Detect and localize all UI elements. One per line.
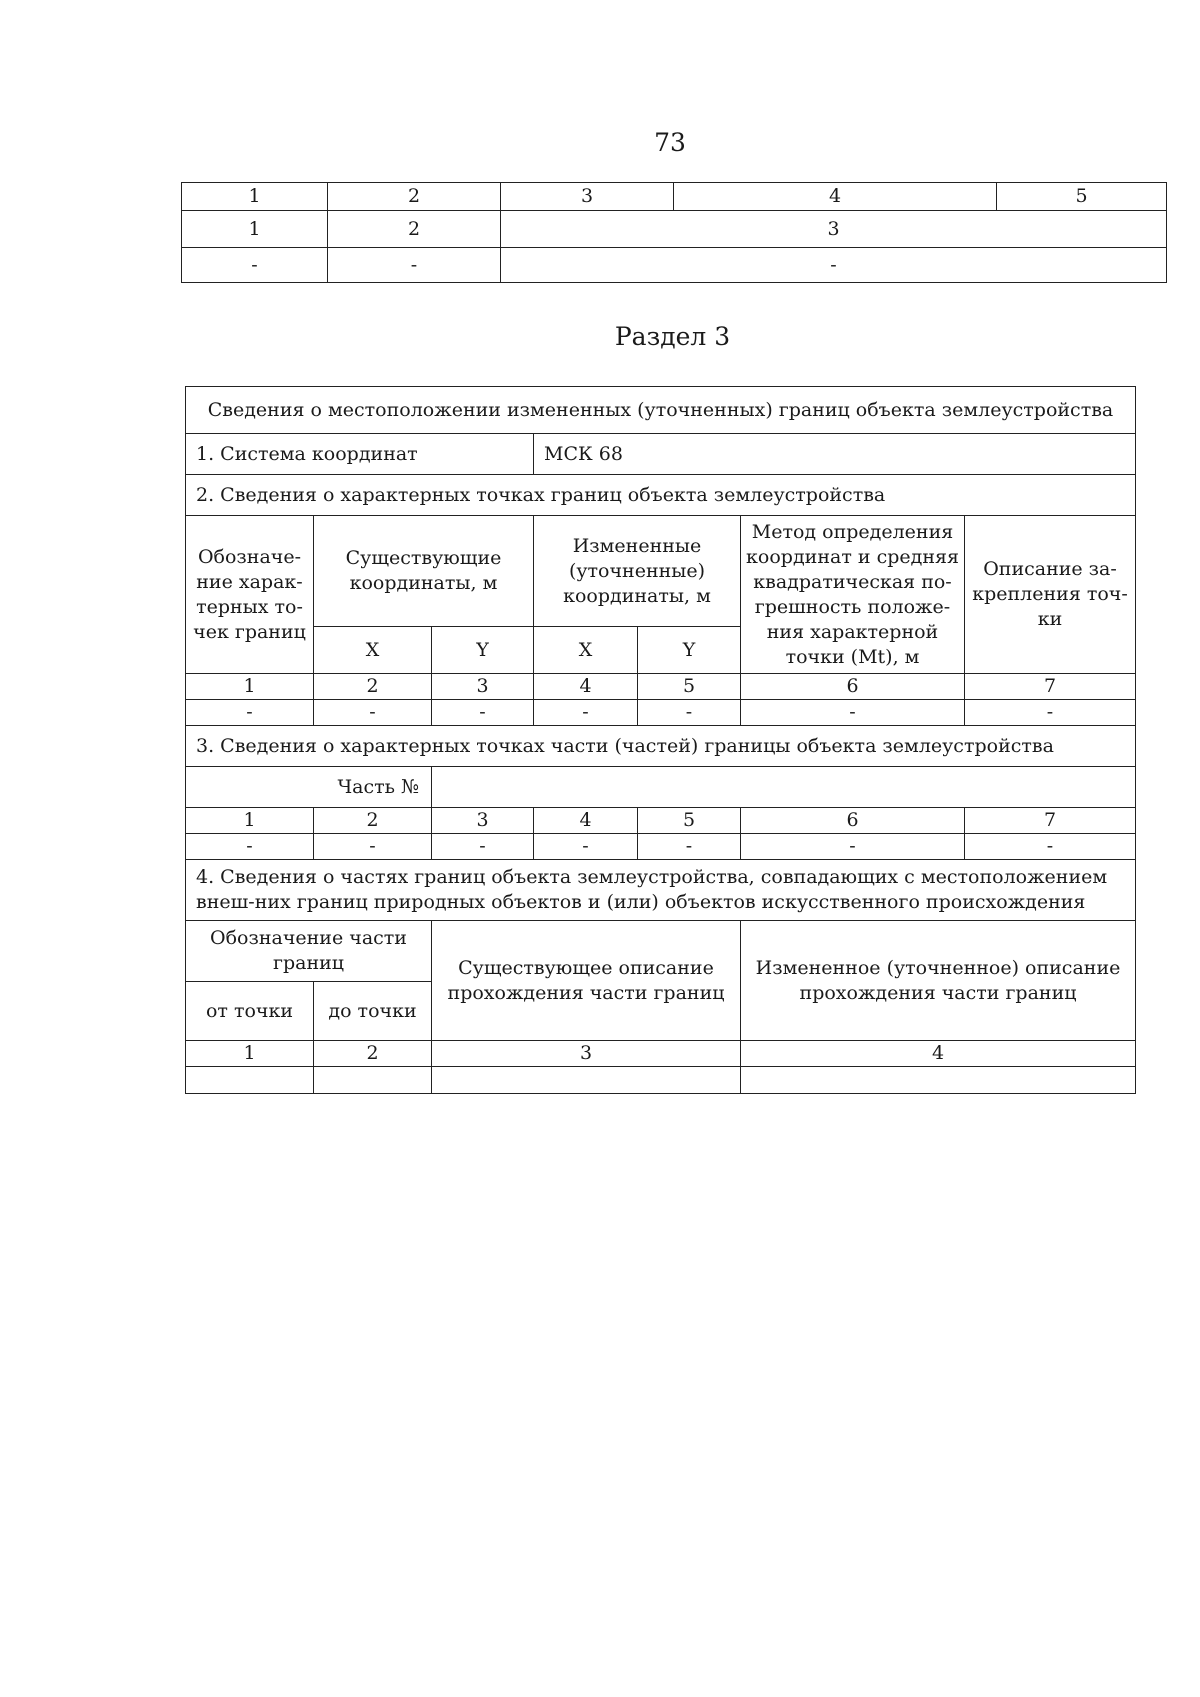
table-cell: 2 <box>328 211 501 248</box>
column-number: 4 <box>534 674 638 700</box>
header-cell: 4 <box>674 183 997 211</box>
col-existing-coords: Существующие координаты, м <box>314 516 534 627</box>
table-cell: 3 <box>501 211 1167 248</box>
part-number-label: Часть № <box>186 767 432 808</box>
col4-to: до точки <box>314 982 432 1041</box>
table-cell <box>314 1067 432 1094</box>
column-number: 3 <box>432 808 534 834</box>
part4-title: 4. Сведения о частях границ объекта землеустройства, совпадающих с местоположением внеш-них границ природных объектов и (или) объектов искусственного происхождения <box>186 860 1136 921</box>
table-cell <box>741 1067 1136 1094</box>
column-number: 3 <box>432 1041 741 1067</box>
top-continuation-table <box>181 182 1167 283</box>
coord-system-label: 1. Система координат <box>186 434 534 475</box>
col4-changed: Измененное (уточненное) описание прохождения части границ <box>741 921 1136 1041</box>
header-cell: 5 <box>997 183 1167 211</box>
table-row <box>186 1067 1136 1094</box>
table-cell <box>186 1067 314 1094</box>
table-cell: - <box>186 834 314 860</box>
col-description: Описание за-крепления точ-ки <box>965 516 1136 674</box>
table-cell: - <box>314 700 432 726</box>
table-cell <box>432 1067 741 1094</box>
table-cell: - <box>638 700 741 726</box>
column-number: 2 <box>314 808 432 834</box>
table-cell: - <box>186 700 314 726</box>
coord-system-value: МСК 68 <box>534 434 1136 475</box>
table-row <box>182 211 1167 248</box>
part2-title: 2. Сведения о характерных точках границ объекта землеустройства <box>186 475 1136 516</box>
table-cell: - <box>314 834 432 860</box>
col-designation: Обозначе-ние харак-терных то-чек границ <box>186 516 314 674</box>
table-row <box>186 726 1136 767</box>
col-method: Метод определения координат и средняя квадратическая по-грешность положе-ния характерной точки (Mt), м <box>741 516 965 674</box>
column-number: 6 <box>741 808 965 834</box>
table-row <box>186 767 1136 808</box>
table-cell: - <box>741 834 965 860</box>
column-number: 7 <box>965 674 1136 700</box>
table-row <box>186 1041 1136 1067</box>
table-row <box>186 834 1136 860</box>
col-y: Y <box>432 627 534 674</box>
page-number: 73 <box>654 128 686 157</box>
table-cell: 1 <box>182 211 328 248</box>
table-row <box>186 434 1136 475</box>
table-row <box>186 860 1136 921</box>
col4-designation: Обозначение части границ <box>186 921 432 982</box>
column-number: 5 <box>638 674 741 700</box>
col-x: X <box>534 627 638 674</box>
column-number: 7 <box>965 808 1136 834</box>
table-cell: - <box>638 834 741 860</box>
column-number: 4 <box>534 808 638 834</box>
column-number: 1 <box>186 1041 314 1067</box>
part-number-value <box>432 767 1136 808</box>
section-title: Раздел 3 <box>614 322 731 351</box>
col-changed-coords: Измененные (уточненные) координаты, м <box>534 516 741 627</box>
column-number: 2 <box>314 1041 432 1067</box>
col-y: Y <box>638 627 741 674</box>
header-cell: 1 <box>182 183 328 211</box>
part3-title: 3. Сведения о характерных точках части (частей) границы объекта землеустройства <box>186 726 1136 767</box>
table-row <box>186 808 1136 834</box>
header-cell: 3 <box>501 183 674 211</box>
column-number: 1 <box>186 674 314 700</box>
col4-existing: Существующее описание прохождения части границ <box>432 921 741 1041</box>
header-cell: 2 <box>328 183 501 211</box>
section3-table <box>185 386 1136 1094</box>
table-cell: - <box>328 248 501 283</box>
column-number: 1 <box>186 808 314 834</box>
col4-from: от точки <box>186 982 314 1041</box>
column-number: 4 <box>741 1041 1136 1067</box>
table-row <box>186 475 1136 516</box>
table-cell: - <box>501 248 1167 283</box>
table-cell: - <box>534 700 638 726</box>
table-cell: - <box>432 700 534 726</box>
column-number: 5 <box>638 808 741 834</box>
col-x: X <box>314 627 432 674</box>
table-cell: - <box>965 700 1136 726</box>
column-number: 6 <box>741 674 965 700</box>
table-row <box>186 516 1136 627</box>
table-row <box>186 674 1136 700</box>
table-row <box>186 921 1136 982</box>
table-row <box>186 387 1136 434</box>
column-number: 2 <box>314 674 432 700</box>
table-row <box>186 700 1136 726</box>
table-cell: - <box>534 834 638 860</box>
table-title: Сведения о местоположении измененных (уточненных) границ объекта землеустройства <box>186 387 1136 434</box>
table-cell: - <box>182 248 328 283</box>
table-cell: - <box>432 834 534 860</box>
table-cell: - <box>965 834 1136 860</box>
table-row <box>182 248 1167 283</box>
table-cell: - <box>741 700 965 726</box>
column-number: 3 <box>432 674 534 700</box>
table-row <box>182 183 1167 211</box>
